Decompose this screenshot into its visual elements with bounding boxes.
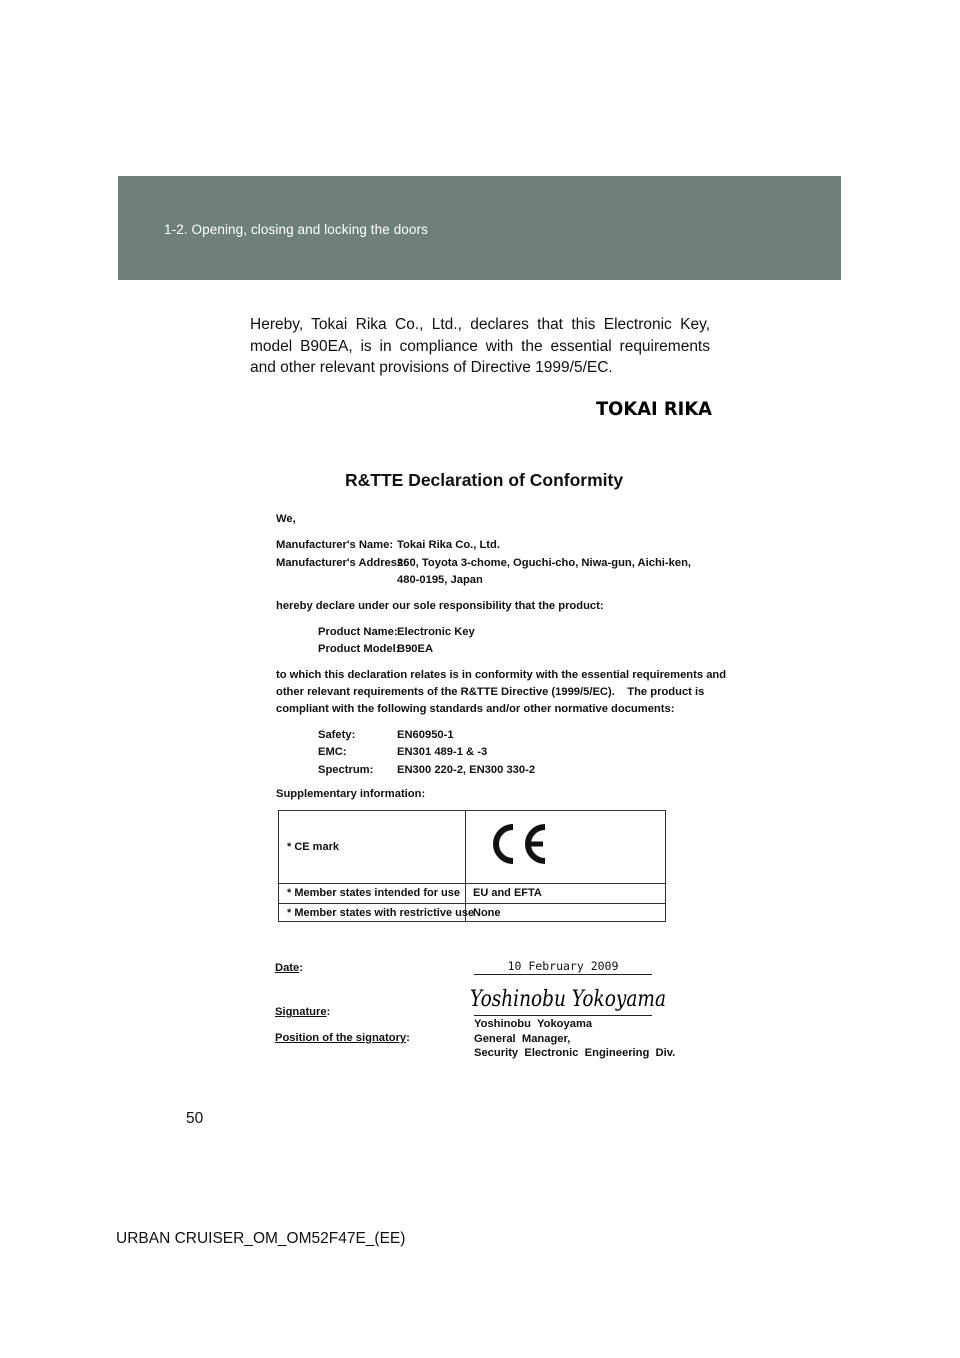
signature-underline bbox=[474, 1015, 652, 1016]
standard-label-spectrum: Spectrum: bbox=[318, 764, 374, 776]
table-divider bbox=[279, 883, 665, 884]
date-value: 10 February 2009 bbox=[507, 959, 619, 973]
standard-value-emc: EN301 489-1 & -3 bbox=[397, 746, 488, 758]
restrictive-use-value: None bbox=[473, 907, 501, 919]
signatory-division: Security Electronic Engineering Div. bbox=[474, 1047, 676, 1059]
member-states-label: * Member states intended for use bbox=[287, 887, 460, 899]
product-name: Electronic Key bbox=[397, 626, 475, 638]
ce-mark-label: * CE mark bbox=[287, 841, 339, 853]
manufacturer-address-line2: 480-0195, Japan bbox=[397, 574, 483, 586]
ce-mark-icon bbox=[485, 821, 551, 867]
standard-label-safety: Safety: bbox=[318, 729, 356, 741]
conformity-line-3: compliant with the following standards and/or other normative documents: bbox=[276, 703, 675, 715]
section-title: 1-2. Opening, closing and locking the doors bbox=[164, 222, 428, 237]
svg-text:TOKAI RIKA: TOKAI RIKA bbox=[596, 398, 713, 420]
supplementary-table bbox=[278, 810, 666, 922]
restrictive-use-label: * Member states with restrictive use bbox=[287, 907, 475, 919]
product-name-label: Product Name: bbox=[318, 626, 398, 638]
we-text: We, bbox=[276, 513, 296, 525]
product-model: B90EA bbox=[397, 643, 434, 655]
declaration-title: R&TTE Declaration of Conformity bbox=[345, 470, 624, 490]
conformity-line-1: to which this declaration relates is in conformity with the essential requirements and bbox=[276, 669, 727, 681]
position-field: Position of the signatory: bbox=[275, 1032, 410, 1044]
supplementary-label: Supplementary information: bbox=[276, 788, 426, 800]
declaration-statement: hereby declare under our sole responsibility that the product: bbox=[276, 600, 604, 612]
manufacturer-address-label: Manufacturer's Address: bbox=[276, 557, 407, 569]
date-label: Date bbox=[275, 962, 300, 974]
signature-label: Signature bbox=[275, 1006, 327, 1018]
intro-paragraph: Hereby, Tokai Rika Co., Ltd., declares that this Electronic Key, model B90EA, is in compliance with the essential requirements and other relevant provisions of Directive 1999/5/EC. bbox=[250, 316, 710, 376]
date-underline bbox=[474, 974, 652, 975]
table-divider bbox=[465, 811, 466, 921]
manufacturer-name: Tokai Rika Co., Ltd. bbox=[397, 539, 500, 551]
date-field: Date: bbox=[275, 962, 303, 974]
conformity-line-2: other relevant requirements of the R&TTE Directive (1999/5/EC). The product is bbox=[276, 686, 705, 698]
handwritten-signature bbox=[466, 982, 672, 1022]
signature-field: Signature: bbox=[275, 1006, 331, 1018]
standard-value-spectrum: EN300 220-2, EN300 330-2 bbox=[397, 764, 536, 776]
manufacturer-name-label: Manufacturer's Name: bbox=[276, 539, 394, 551]
manufacturer-address-line1: 260, Toyota 3-chome, Oguchi-cho, Niwa-gun, Aichi-ken, bbox=[397, 557, 692, 569]
footer-document-code: URBAN CRUISER_OM_OM52F47E_(EE) bbox=[116, 1230, 406, 1247]
standard-label-emc: EMC: bbox=[318, 746, 347, 758]
product-model-label: Product Model: bbox=[318, 643, 400, 655]
standard-value-safety: EN60950-1 bbox=[397, 729, 454, 741]
signatory-title: General Manager, bbox=[474, 1033, 571, 1045]
position-label: Position of the signatory bbox=[275, 1032, 407, 1044]
page-number: 50 bbox=[186, 1110, 204, 1127]
signatory-name: Yoshinobu Yokoyama bbox=[474, 1018, 593, 1030]
member-states-value: EU and EFTA bbox=[473, 887, 542, 899]
svg-text:Yoshinobu Yokoyama: Yoshinobu Yokoyama bbox=[470, 987, 666, 1012]
table-divider bbox=[279, 903, 665, 904]
